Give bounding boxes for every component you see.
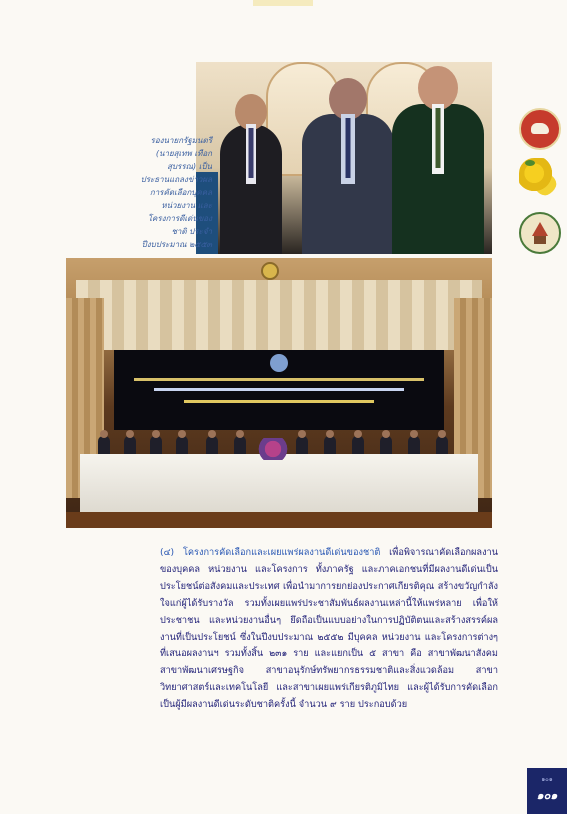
person-left	[220, 124, 282, 254]
ornament-icon	[261, 262, 279, 280]
stage-valance	[76, 280, 482, 350]
photo-conference-stage	[66, 258, 492, 528]
head-table	[80, 454, 478, 514]
photo-caption: รองนายกรัฐมนตรี (นายสุเทพ เทือกสุบรรณ) เป็นประธานแถลงข่าวผลการคัดเลือกบุคคล หน่วยงาน และโครงการดีเด่นของชาติ ประจำปีงบประมาณ ๒๕๕๓	[140, 136, 212, 249]
stage-floor	[66, 512, 492, 528]
person-right	[392, 104, 484, 254]
page-top-mark	[253, 0, 313, 6]
flower-arrangement	[256, 438, 290, 460]
page-number-small: ๑๐๑	[541, 776, 553, 783]
section-body: เพื่อพิจารณาคัดเลือกผลงานของบุคคล หน่วยงาน และโครงการ ทั้งภาครัฐ และภาคเอกชนที่มีผลงานดีเด่นเป็นประโยชน์ต่อสังคมและประเทศ เพื่อนำมาการยกย่องประกาศเกียรติคุณ สร้างขวัญกำลังใจแก่ผู้ได้รับรางวัล รวมทั้งเผยแพร่ประชาสัมพันธ์ผลงานเหล่านี้ให้แพร่หลาย เพื่อให้ประชาชน และหน่วยงานอื่นๆ ยึดถือเป็นแบบอย่างในการปฏิบัติตนและสร้างสรรค์ผลงานที่เป็นประโยชน์ ซึ่งในปีงบประมาณ ๒๕๕๒ มีบุคคล หน่วยงาน และโครงการต่างๆ ที่เสนอผลงานฯ รวมทั้งสิ้น ๒๓๑ ราย และแยกเป็น ๕ สาขา คือ สาขาพัฒนาสังคม สาขาพัฒนาเศรษฐกิจ สาขาอนุรักษ์ทรัพยากรธรรมชาติและสิ่งแวดล้อม สาขาวิทยาศาสตร์และเทคโนโลยี และสาขาเผยแพร่เกียรติภูมิไทย และผู้ได้รับการคัดเลือกเป็นผู้มีผลงานดีเด่นระดับชาติครั้งนี้ จำนวน ๙ ราย ประกอบด้วย	[160, 547, 498, 711]
person-center	[302, 114, 394, 254]
photo-deputy-pm-press	[196, 62, 492, 254]
stage-screen	[114, 350, 444, 430]
elephant-emblem-icon	[519, 108, 561, 150]
page-number: ๑๐๑	[536, 789, 558, 802]
golden-shower-flower-icon	[519, 158, 557, 196]
body-paragraph	[160, 545, 498, 714]
section-heading: (๔) โครงการคัดเลือกและเผยแพร่ผลงานดีเด่นของชาติ	[160, 547, 381, 558]
thai-pavilion-emblem-icon	[519, 212, 561, 254]
screen-logo-icon	[270, 354, 288, 372]
page-number-tab	[527, 768, 567, 814]
